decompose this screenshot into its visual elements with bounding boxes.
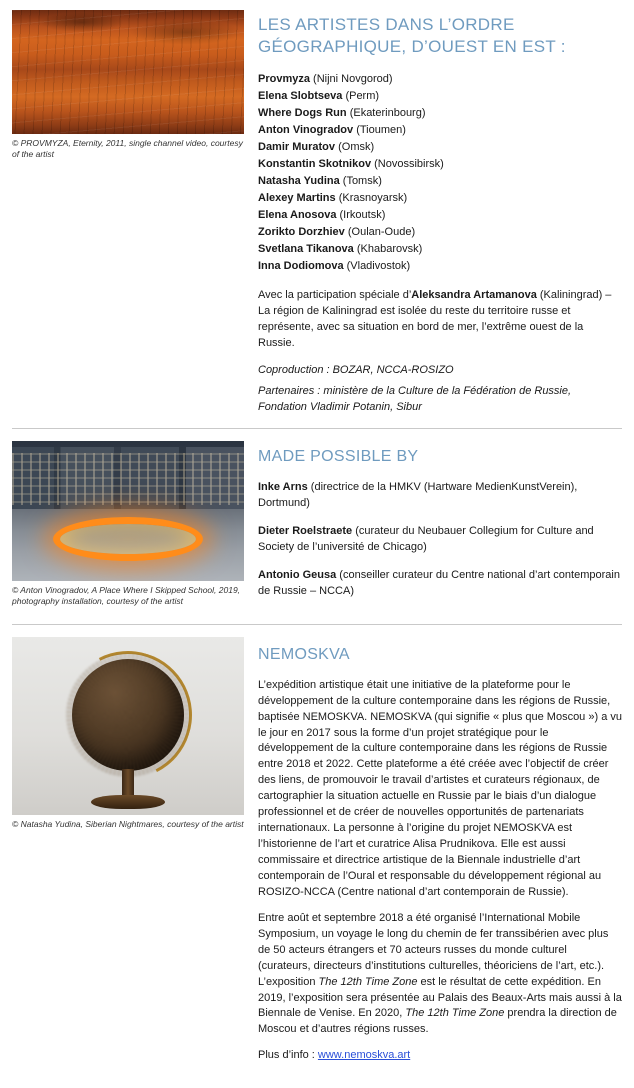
artist-name: Provmyza [258,73,310,86]
artist-name: Damir Muratov [258,140,336,153]
person-role: (curateur du Neubauer Collegium for Culture and Society de l’université de Chicago) [258,524,594,553]
artist-name: Inna Dodiomova [258,259,344,272]
artist-origin: (Perm) [345,90,380,103]
section-divider [12,624,622,625]
artist-name: Natasha Yudina [258,174,340,187]
person-entry [258,568,622,600]
artist-name: Konstantin Skotnikov [258,157,372,170]
artist-origin: (Tomsk) [342,174,382,187]
artist-name: Elena Anosova [258,208,337,221]
artists-title: LES ARTISTES DANS L’ORDRE GÉOGRAPHIQUE, D’OUEST EN EST : [258,15,566,57]
artist-name: Elena Slobtseva [258,90,343,103]
nemoskva-paragraph-1: L’expédition artistique était une initiative de la plateforme pour le développement de la culture contemporaine dans les régions de Russie, baptisée NEMOSKVA. NEMOSKVA (qui signifie « plus que Moscou ») a vu le jour en 2017 sous la forme d’un projet stratégique pour le développement de la culture contemporaine dans les régions de Russie entre 2018 et 2022. Cette plateforme a été créée avec l’objectif de créer des liens, de promouvoir le travail d’artistes et curateurs régionaux, de cartographier la situation actuelle en Russie par le biais d’un dialogue professionnel et de créer de nouvelles opportunités de partenariats internationaux. La personne à l’origine du projet NEMOSKVA est l’historienne de l’art et curatrice Alisa Prudnikova. Elle est aussi commissaire et directrice artistique de la Biennale industrielle d’art contemporain de l’Oural et responsable du développement régional au ROSIZO-NCCA (Centre national d’art contemporain de Russie). [258,678,622,898]
list-item [258,191,622,207]
list-item [258,174,622,190]
made-possible-title: MADE POSSIBLE BY [258,447,419,465]
person-entry [258,524,622,556]
artist-name: Zorikto Dorzhiev [258,225,345,238]
list-item [258,106,622,122]
made-possible-text-column [258,441,622,612]
nemoskva-text-column [258,637,622,1075]
nemoskva-paragraph-2-part-2: est le résultat de cette expédition. En 2019, l’exposition sera présentée au Palais des Beaux-Arts mais aussi à la Biennale de Venise. En 2020, [258,975,622,1020]
artist-origin: (Khabarovsk) [356,242,423,255]
artist-origin: (Vladivostok) [346,259,411,272]
list-item [258,242,622,258]
artists-media-column [12,10,244,161]
nemoskva-title: NEMOSKVA [258,645,350,663]
artist-origin: (Ekaterinbourg) [349,107,426,120]
section-made-possible-by [12,441,622,612]
nemoskva-paragraph-2 [258,911,622,1039]
artists-list [258,72,622,274]
artist-name: Svetlana Tikanova [258,242,354,255]
artist-origin: (Tioumen) [356,124,406,136]
list-item [258,140,622,156]
artist-origin: (Irkoutsk) [339,208,386,221]
made-possible-media-column [12,441,244,608]
made-possible-image-caption: © Anton Vinogradov, A Place Where I Skipped School, 2019, photography installation, courtesy of the artist [12,584,241,607]
artwork-windows [12,453,244,505]
list-item [258,259,622,275]
nemoskva-media-column [12,637,244,830]
artists-image-caption: © PROVMYZA, Eternity, 2011, single channel video, courtesy of the artist [12,138,243,160]
nemoskva-paragraph-2-part-1: Entre août et septembre 2018 a été organisé l’International Mobile Symposium, un voyage le long du chemin de fer transsibérien avec plus de 50 acteurs étrangers et 70 acteurs russes du monde culturel (curateurs, directeurs d’institutions culturelles, théoriciens de l’art, etc.). L’exposition [258,911,609,988]
list-item [258,208,622,224]
list-item [258,72,622,88]
artist-origin: (Novossibirsk) [374,157,444,170]
special-participation-prefix: Avec la participation spéciale d’ [258,289,412,302]
artist-name: Where Dogs Run [258,107,347,120]
person-role: (conseiller curateur du Centre national d’art contemporain de Russie – NCCA) [258,568,620,597]
artwork-image-yudina [12,637,244,815]
special-participation-paragraph [258,288,622,352]
list-item [258,225,622,241]
exhibition-title: The 12th Time Zone [318,975,418,988]
exhibition-title: The 12th Time Zone [405,1007,505,1020]
list-item [258,123,622,139]
nemoskva-image-caption: © Natasha Yudina, Siberian Nightmares, courtesy of the artist [12,818,244,829]
artist-name: Alexey Martins [258,191,336,204]
section-nemoskva [12,637,622,1075]
person-name: Antonio Geusa [258,568,337,581]
artist-origin: (Oulan-Oude) [347,225,416,238]
person-entry [258,480,622,512]
person-name: Inke Arns [258,480,308,493]
list-item [258,157,622,173]
nemoskva-website-link[interactable]: www.nemoskva.art [317,1049,411,1062]
artwork-globe-base [91,795,165,809]
artist-origin: (Krasnoyarsk) [338,191,408,204]
more-info-label: Plus d’info : [258,1049,318,1062]
person-role: (directrice de la HMKV (Hartware MedienKunstVerein), Dortmund) [258,480,578,509]
partners-line: Partenaires : ministère de la Culture de la Fédération de Russie, Fondation Vladimir Potanin, Sibur [258,384,572,414]
artwork-fire-ring [53,517,203,561]
list-item [258,89,622,105]
artist-name: Anton Vinogradov [258,124,354,136]
special-participation-name: Aleksandra Artamanova [411,289,537,302]
section-artists [12,10,622,416]
special-participation-text: (Kaliningrad) – La région de Kaliningrad est isolée du reste du territoire russe et représente, avec sa situation en bord de mer, l’extrême ouest de la Russie. [258,289,612,350]
artist-origin: (Nijni Novgorod) [313,73,393,86]
artists-text-column [258,10,622,416]
nemoskva-paragraph-2-part-3: prendra la direction de Moscou et d’autres régions russes. [258,1007,617,1036]
artist-origin: (Omsk) [338,140,375,153]
artwork-fur-globe [72,659,184,771]
coproduction-line: Coproduction : BOZAR, NCCA-ROSIZO [258,364,454,377]
person-name: Dieter Roelstraete [258,524,353,537]
artwork-image-provmyza [12,10,244,134]
section-divider [12,428,622,429]
more-info-line [258,1048,622,1064]
artwork-image-vinogradov [12,441,244,581]
